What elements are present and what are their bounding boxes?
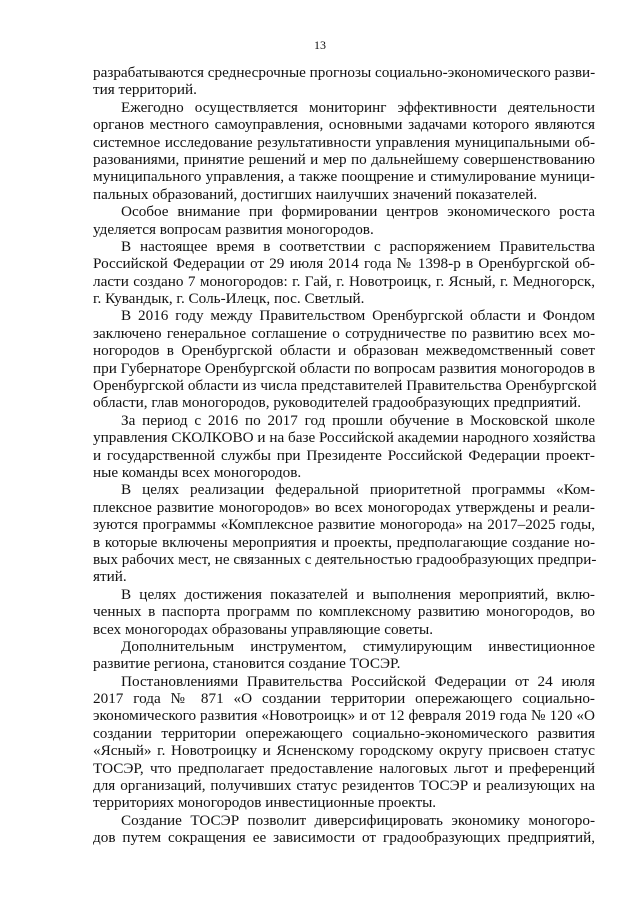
text-line: ласти создано 7 моногородов: г. Гай, г. Новотроицк, г. Ясный, г. Медногорск, xyxy=(93,272,595,290)
text-line: муниципального управления, а также поощрение и стимулирование муници- xyxy=(93,168,595,186)
text-line: области, глав моногородов, руководителей градообразующих предприятий. xyxy=(93,394,582,412)
text-line: тия территорий. xyxy=(93,81,197,99)
text-line: плексное развитие моногородов» во всех моногородах утверждены и реали- xyxy=(93,498,595,516)
text-line: создании территории опережающего социально-экономического развития xyxy=(93,724,595,742)
text-line: вых рабочих мест, не связанных с деятельностью градообразующих предпри- xyxy=(93,550,597,568)
text-line: всех моногородах образованы управляющие советы. xyxy=(93,620,434,638)
text-line: ятий. xyxy=(93,568,127,586)
text-line: Оренбургской области из числа представителей Правительства Оренбургской xyxy=(93,377,597,395)
text-line: ТОСЭР, что предполагает предоставление налоговых льгот и преференций xyxy=(93,759,595,777)
text-line: развитие региона, становится создание ТОСЭР. xyxy=(93,655,401,673)
text-line: и государственной службы при Президенте Российской Федерации проект- xyxy=(93,446,595,464)
text-line: Российской Федерации от 29 июля 2014 года № 1398-р в Оренбургской об- xyxy=(93,255,595,273)
text-line: в которые включены мероприятия и проекты, предполагающие создание но- xyxy=(93,533,595,551)
text-line: «Ясный» г. Новотроицку и Ясненскому городскому округу присвоен статус xyxy=(93,742,595,760)
text-line: г. Кувандык, г. Соль-Илецк, пос. Светлый. xyxy=(93,290,365,308)
text-line: разрабатываются среднесрочные прогнозы социально-экономического разви- xyxy=(93,64,596,81)
text-line: ные команды всех моногородов. xyxy=(93,463,302,481)
text-line: В настоящее время в соответствии с распоряжением Правительства xyxy=(121,237,595,255)
text-line: органов местного самоуправления, основными задачами которого являются xyxy=(93,116,595,134)
text-line: За период с 2016 по 2017 год прошли обучение в Московской школе xyxy=(121,411,595,429)
text-line: заключено генеральное соглашение о сотрудничестве по развитию всех мо- xyxy=(93,324,595,342)
text-line: Особое внимание при формировании центров экономического роста xyxy=(121,203,595,221)
text-line: пальных образований, достигших наилучших значений показателей. xyxy=(93,185,538,203)
text-line: управления СКОЛКОВО и на базе Российской академии народного хозяйства xyxy=(93,429,596,447)
text-line: экономического развития «Новотроицк» и от 12 февраля 2019 года № 120 «О xyxy=(93,707,595,725)
text-line: Дополнительным инструментом, стимулирующим инвестиционное xyxy=(121,637,595,655)
text-line: В 2016 году между Правительством Оренбургской области и Фондом xyxy=(121,307,595,325)
text-line: 2017 года № 871 «О создании территории опережающего социально- xyxy=(93,690,595,708)
text-line: В целях реализации федеральной приоритетной программы «Ком- xyxy=(121,481,595,499)
text-line: для организаций, получивших статус резидентов ТОСЭР и реализующих на xyxy=(93,777,595,795)
text-line: дов путем сокращения ее зависимости от градообразующих предприятий, xyxy=(93,829,595,847)
page-number: 13 xyxy=(314,38,326,52)
text-line: зуются программы «Комплексное развитие моногорода» на 2017–2025 годы, xyxy=(93,516,595,534)
text-line: ногородов в Оренбургской области и образован межведомственный совет xyxy=(93,342,595,360)
text-line: ченных в паспорта программ по комплексному развитию моногородов, во xyxy=(93,603,595,621)
text-line: разованиями, принятие решений и мер по дальнейшему совершенствованию xyxy=(93,150,595,168)
text-line: при Губернаторе Оренбургской области по вопросам развития моногородов в xyxy=(93,359,595,377)
body-text xyxy=(93,64,595,847)
text-line: Ежегодно осуществляется мониторинг эффективности деятельности xyxy=(121,98,595,116)
text-line: уделяется вопросам развития моногородов. xyxy=(93,220,374,238)
text-line: Постановлениями Правительства Российской Федерации от 24 июля xyxy=(121,672,595,690)
text-line: системное исследование результативности управления муниципальными об- xyxy=(93,133,595,151)
text-line: территориях моногородов инвестиционные проекты. xyxy=(93,794,437,812)
text-line: В целях достижения показателей и выполнения мероприятий, вклю- xyxy=(121,585,595,603)
text-line: Создание ТОСЭР позволит диверсифицировать экономику моногоро- xyxy=(121,811,595,829)
